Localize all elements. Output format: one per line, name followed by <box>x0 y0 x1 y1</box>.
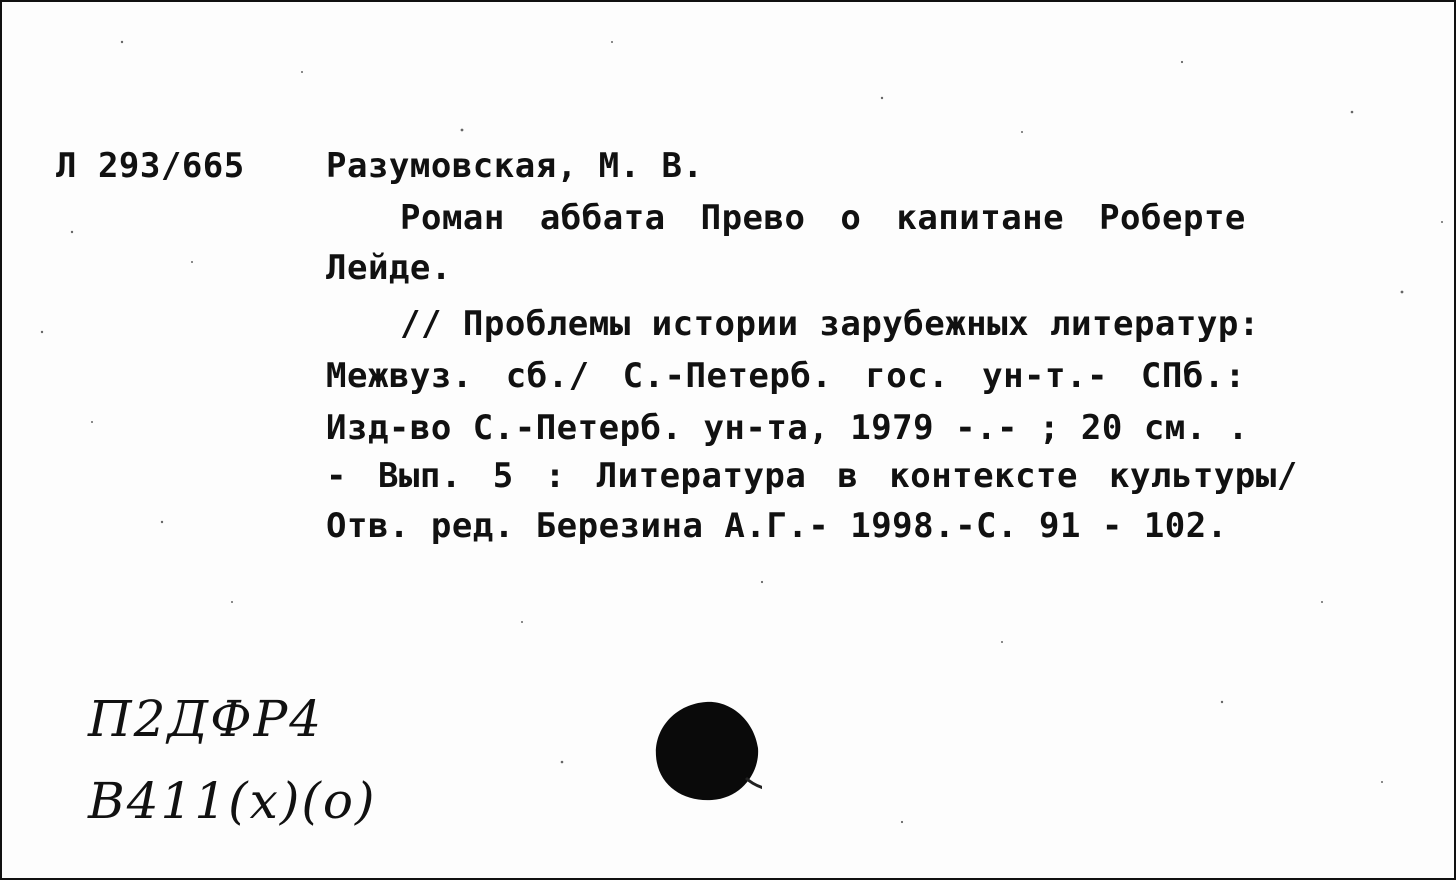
publisher-line: Межвуз. сб./ С.-Петерб. гос. ун-т.- СПб.: <box>326 356 1246 396</box>
issue-line: - Вып. 5 : Литература в контексте культуры/ <box>326 456 1298 496</box>
shelfmark: Л 293/665 <box>56 146 245 186</box>
imprint-line: Изд-во С.-Петерб. ун-та, 1979 -.- ; 20 см. . <box>326 408 1249 448</box>
author-line: Разумовская, М. В. <box>326 146 704 186</box>
ink-blot-hole <box>650 698 762 804</box>
classification-subcode: В411(х)(о) <box>88 772 377 830</box>
editor-line: Отв. ред. Березина А.Г.- 1998.-С. 91 - 102. <box>326 506 1228 546</box>
title-line: Роман аббата Прево о капитане Роберте <box>400 198 1246 238</box>
classification-code: П2ДФР4 <box>88 690 324 748</box>
title-line-cont: Лейде. <box>326 248 452 288</box>
source-line: // Проблемы истории зарубежных литератур: <box>400 304 1260 344</box>
